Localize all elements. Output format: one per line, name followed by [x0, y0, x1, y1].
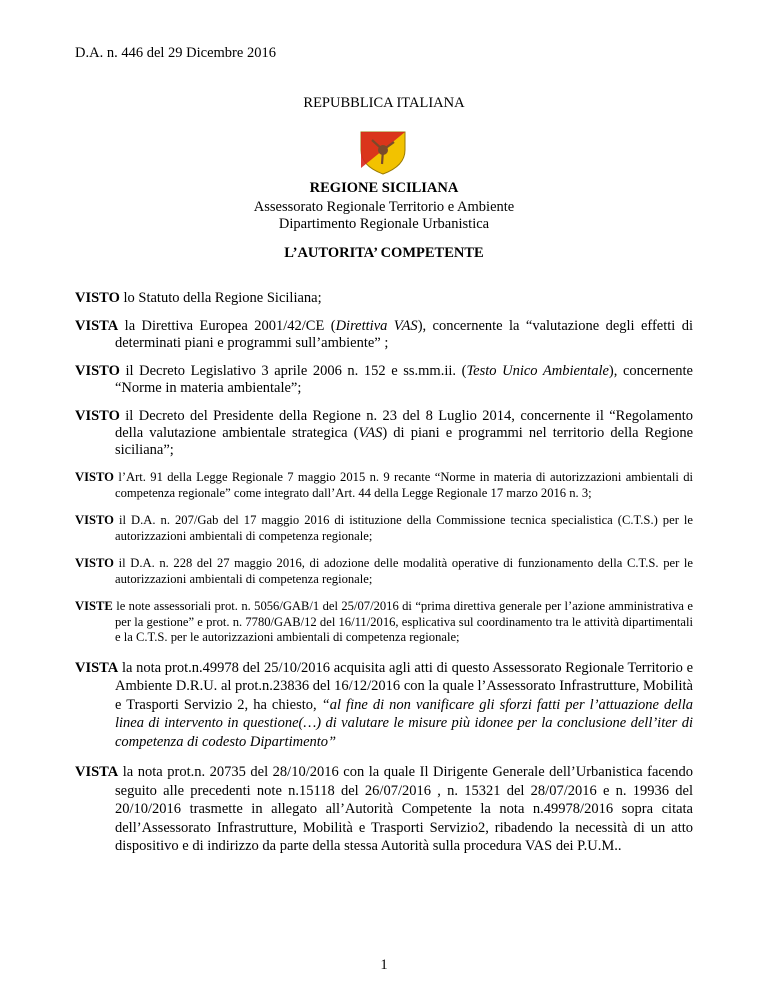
republic-heading: REPUBBLICA ITALIANA [303, 95, 465, 111]
whereas-item: VISTO l’Art. 91 della Legge Regionale 7 maggio 2015 n. 9 recante “Norme in materia di autorizzazioni ambientali di competenza regionale” come integrato dall’Art. 44 della Legge Regionale 17 marzo 2016 n. 3; [75, 470, 694, 500]
whereas-item: VISTO lo Statuto della Regione Siciliana; [75, 290, 322, 306]
whereas-item: VISTO il D.A. n. 228 del 27 maggio 2016, di adozione delle modalità operative di funzionamento della C.T.S. per le autorizzazioni ambientali di competenza regionale; [75, 556, 694, 586]
whereas-item: VISTE le note assessoriali prot. n. 5056/GAB/1 del 25/07/2016 di “prima direttiva generale per l’azione amministrativa e per la gestione” e prot. n. 7780/GAB/12 del 16/11/2016, esplicativa sul coordinamento tra le attività dipartimentali e la C.T.S. per le autorizzazioni ambientali di competenza regionale; [75, 599, 693, 644]
decree-reference: D.A. n. 446 del 29 Dicembre 2016 [75, 45, 276, 61]
whereas-list [75, 290, 693, 856]
region-heading: REGIONE SICILIANA [309, 180, 459, 196]
whereas-item: VISTO il Decreto Legislativo 3 aprile 2006 n. 152 e ss.mm.ii. (Testo Unico Ambientale), concernente “Norme in materia ambientale”; [75, 363, 693, 396]
authority-heading: L’AUTORITA’ COMPETENTE [284, 245, 484, 261]
assessorate-heading: Assessorato Regionale Territorio e Ambiente [253, 199, 515, 215]
whereas-item: VISTA la nota prot.n. 20735 del 28/10/2016 con la quale Il Dirigente Generale dell’Urbanistica facendo seguito alle precedenti note n.15118 del 26/07/2016 , n. 15321 del 28/07/2016 e n. 19936 del 20/10/2016 trasmette in allegato all’Autorità Competente la nota n.49978/2016 sopra citata dell’Assessorato Infrastrutture, Mobilità e Trasporti Servizio2, ribadendo la necessità di un atto dispositivo e di indirizzo da parte della stessa Autorità sulla procedura VAS dei P.U.M.. [75, 764, 693, 854]
whereas-item: VISTA la nota prot.n.49978 del 25/10/2016 acquisita agli atti di questo Assessorato Regionale Territorio e Ambiente D.R.U. al prot.n.23836 del 16/12/2016 con la quale l’Assessorato Infrastrutture, Mobilità e Trasporti Servizio 2, ha chiesto, “al fine di non vanificare gli sforzi fatti per l’attuazione della linea di intervento in questione(…) di valutare le misure più idonee per la conclusione dell’iter di competenza di codesto Dipartimento” [75, 659, 694, 750]
page-number: 1 [380, 957, 388, 973]
sicily-emblem [358, 130, 408, 176]
whereas-item: VISTO il Decreto del Presidente della Regione n. 23 del 8 Luglio 2014, concernente il “Regolamento della valutazione ambientale strategica (VAS) di piani e programmi nel territorio della Regione siciliana”; [75, 408, 694, 458]
department-heading: Dipartimento Regionale Urbanistica [278, 216, 490, 232]
whereas-item: VISTA la Direttiva Europea 2001/42/CE (Direttiva VAS), concernente la “valutazione degli effetti di determinati piani e programmi sull’ambiente” ; [75, 318, 694, 351]
whereas-item: VISTO il D.A. n. 207/Gab del 17 maggio 2016 di istituzione della Commissione tecnica specialistica (C.T.S.) per le autorizzazioni ambientali di competenza regionale; [75, 513, 693, 543]
